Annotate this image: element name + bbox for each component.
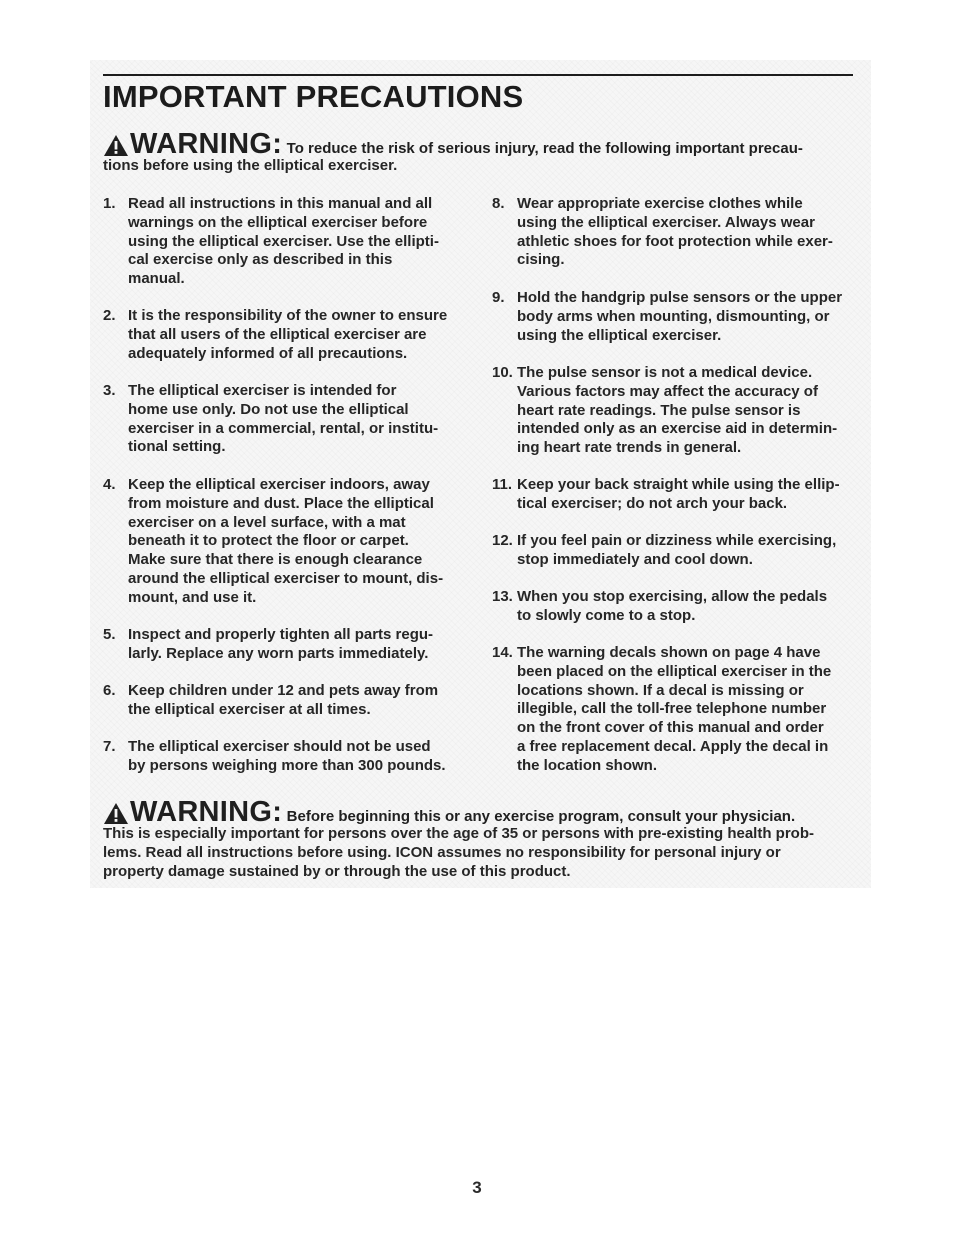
item-line: If you feel pain or dizziness while exercising, [517, 532, 837, 549]
item-line: on the front cover of this manual and order [517, 719, 824, 737]
item-number: 10. [492, 364, 513, 381]
item-line: exerciser on a level surface, with a mat [128, 513, 406, 531]
item-line: that all users of the elliptical exerciser are [128, 325, 427, 343]
item-number: 7. [103, 738, 116, 755]
item-number: 11. [492, 476, 513, 493]
item-line: locations shown. If a decal is missing or [517, 681, 804, 699]
precaution-item-8 [492, 195, 862, 270]
item-line: been placed on the elliptical exerciser in the [517, 662, 832, 680]
warning-label: WARNING: [130, 128, 283, 160]
item-line: The warning decals shown on page 4 have [517, 644, 821, 661]
item-line: around the elliptical exerciser to mount, dis- [128, 569, 444, 587]
item-line: When you stop exercising, allow the pedals [517, 588, 828, 605]
item-line: illegible, call the toll-free telephone number [517, 700, 827, 718]
warning-bottom-line-text: lems. Read all instructions before using. ICON assumes no responsibility for personal injury or [103, 844, 781, 861]
item-line: a free replacement decal. Apply the decal in [517, 737, 829, 755]
precaution-item-2 [103, 307, 473, 363]
precaution-item-11 [492, 476, 862, 514]
item-line: cising. [517, 251, 565, 269]
item-line: intended only as an exercise aid in determin- [517, 420, 838, 438]
item-line: Keep children under 12 and pets away from [128, 682, 439, 699]
item-line: The elliptical exerciser is intended for [128, 382, 397, 399]
precaution-item-13 [492, 588, 862, 626]
precaution-item-10 [492, 364, 862, 458]
item-line: home use only. Do not use the elliptical [128, 400, 409, 418]
item-line: warnings on the elliptical exerciser before [128, 213, 428, 231]
item-line: the elliptical exerciser at all times. [128, 700, 371, 718]
item-line: using the elliptical exerciser. Use the ellipti- [128, 232, 439, 250]
item-line: manual. [128, 270, 185, 288]
item-line: Keep your back straight while using the ellip- [517, 476, 840, 493]
item-line: to slowly come to a stop. [517, 606, 696, 624]
item-number: 13. [492, 588, 513, 605]
item-line: It is the responsibility of the owner to ensure [128, 307, 448, 324]
item-number: 4. [103, 476, 116, 493]
precaution-item-4 [103, 476, 473, 608]
item-line: The pulse sensor is not a medical device. [517, 364, 813, 381]
item-number: 5. [103, 626, 116, 643]
warning-top-text-1: To reduce the risk of serious injury, read the following important precau- [286, 140, 803, 157]
item-line: beneath it to protect the floor or carpet. [128, 532, 409, 550]
heading-rule [103, 74, 853, 76]
warning-bottom-line-text: property damage sustained by or through the use of this product. [103, 863, 571, 880]
item-line: mount, and use it. [128, 588, 257, 606]
item-line: heart rate readings. The pulse sensor is [517, 401, 801, 419]
item-line: using the elliptical exerciser. Always wear [517, 213, 815, 231]
precaution-item-9 [492, 289, 862, 345]
item-line: Read all instructions in this manual and all [128, 195, 433, 212]
warning-top-text-2: tions before using the elliptical exerciser. [103, 157, 398, 174]
item-line: cal exercise only as described in this [128, 251, 393, 269]
item-number: 9. [492, 289, 505, 306]
item-line: using the elliptical exerciser. [517, 326, 722, 344]
warning-bottom-text-1: Before beginning this or any exercise program, consult your physician. [286, 808, 796, 825]
precaution-item-12 [492, 532, 862, 570]
item-line: exerciser in a commercial, rental, or institu- [128, 419, 439, 437]
precaution-item-6 [103, 682, 473, 720]
warning-bottom-paragraph [103, 824, 863, 881]
precaution-item-3 [103, 382, 473, 457]
item-line: tional setting. [128, 438, 226, 456]
warning-bottom-line-text: This is especially important for persons over the age of 35 or persons with pre-existing health prob- [103, 825, 814, 842]
item-line: Various factors may affect the accuracy of [517, 382, 818, 400]
precaution-item-14 [492, 644, 862, 776]
item-line: Inspect and properly tighten all parts regu- [128, 626, 434, 643]
item-line: adequately informed of all precautions. [128, 344, 408, 362]
page-number: 3 [472, 1178, 482, 1197]
item-number: 2. [103, 307, 116, 324]
item-number: 14. [492, 644, 513, 661]
item-number: 12. [492, 532, 513, 549]
item-number: 6. [103, 682, 116, 699]
item-number: 3. [103, 382, 116, 399]
item-line: by persons weighing more than 300 pounds. [128, 756, 446, 774]
item-line: stop immediately and cool down. [517, 550, 753, 568]
item-line: body arms when mounting, dismounting, or [517, 307, 830, 325]
precaution-item-1 [103, 195, 473, 289]
item-number: 8. [492, 195, 505, 212]
item-line: from moisture and dust. Place the elliptical [128, 494, 434, 512]
precaution-item-5 [103, 626, 473, 664]
item-number: 1. [103, 195, 116, 212]
item-line: Wear appropriate exercise clothes while [517, 195, 803, 212]
item-line: larly. Replace any worn parts immediately. [128, 644, 429, 662]
precaution-item-7 [103, 738, 473, 776]
page-title: IMPORTANT PRECAUTIONS [103, 79, 524, 114]
item-line: Make sure that there is enough clearance [128, 551, 423, 569]
warning-label: WARNING: [130, 796, 283, 828]
item-line: tical exerciser; do not arch your back. [517, 494, 788, 512]
item-line: ing heart rate trends in general. [517, 439, 742, 457]
item-line: athletic shoes for foot protection while exer- [517, 232, 833, 250]
item-line: The elliptical exerciser should not be used [128, 738, 431, 755]
item-line: Hold the handgrip pulse sensors or the upper [517, 289, 843, 306]
item-line: Keep the elliptical exerciser indoors, away [128, 476, 430, 493]
item-line: the location shown. [517, 756, 658, 774]
